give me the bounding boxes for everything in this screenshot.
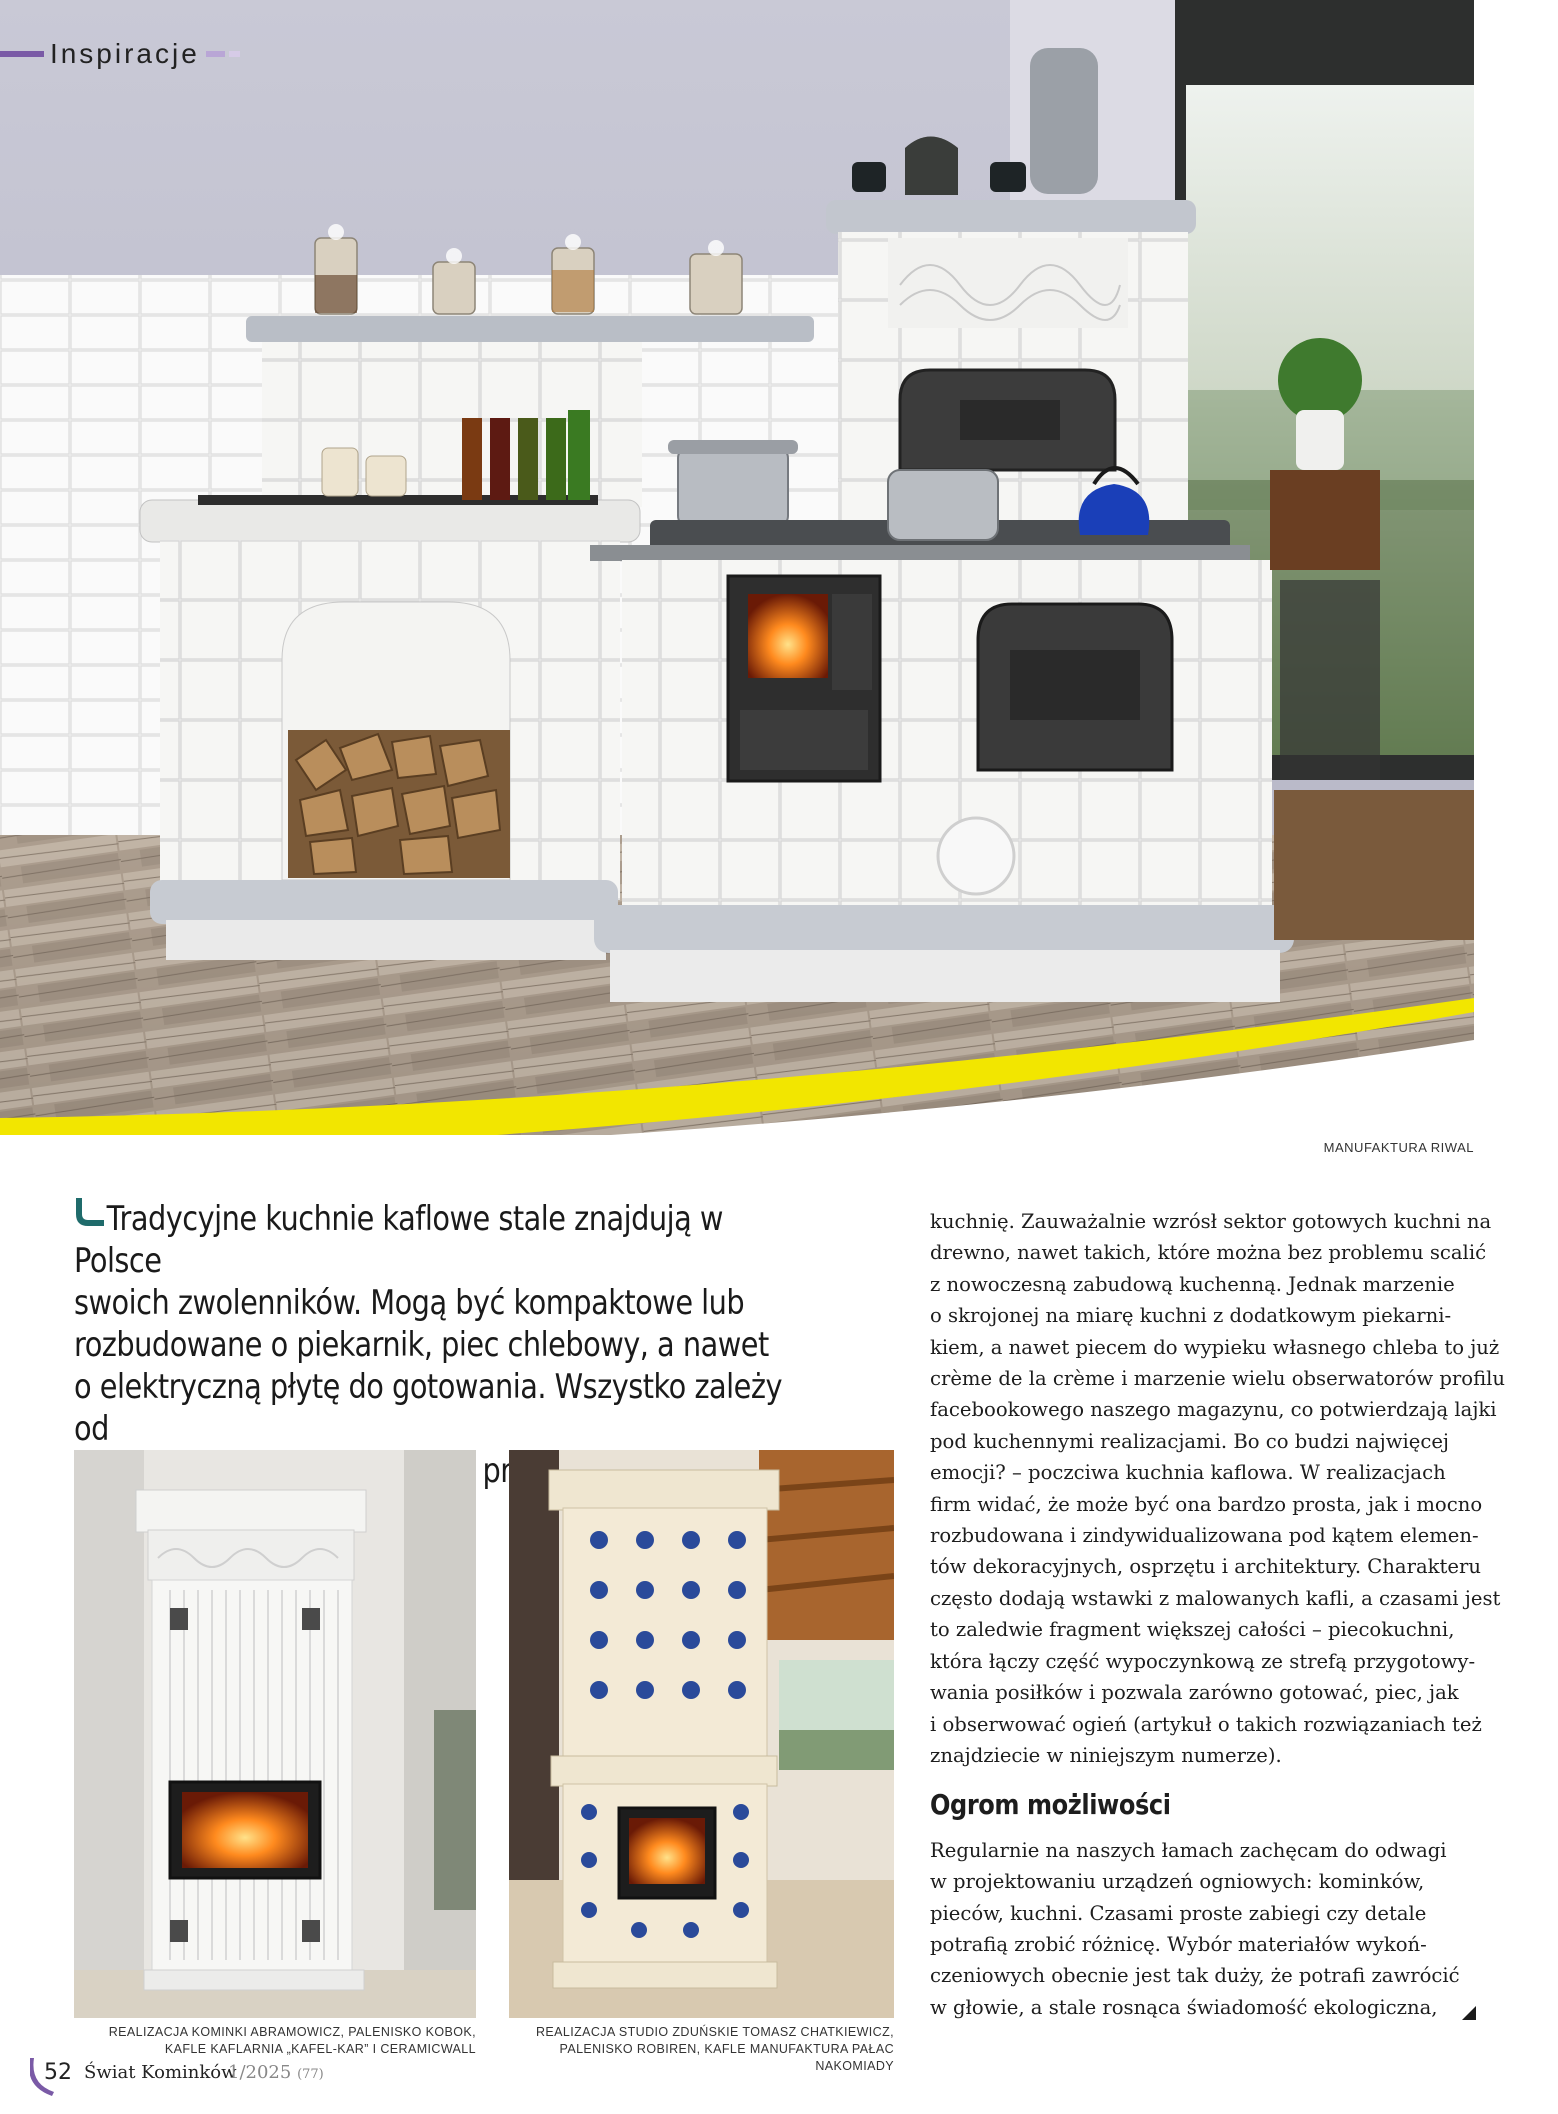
body-line: która łączy część wypoczynkową ze strefą przygotowy- bbox=[930, 1649, 1476, 1673]
body-line: firm widać, że może być ona bardzo prosta, jak i mocno bbox=[930, 1492, 1483, 1516]
body-line: w projektowaniu urządzeń ogniowych: kominków, bbox=[930, 1870, 1425, 1894]
body-line: to zaledwie fragment większej całości – piecokuchni, bbox=[930, 1618, 1455, 1642]
body-line: wania posiłków i pozwala zarówno gotować, piec, jak bbox=[930, 1681, 1459, 1705]
body-line: często dodają wstawki z malowanych kafli, a czasami jest bbox=[930, 1586, 1501, 1610]
body-line: kiem, a nawet piecem do wypieku własnego chleba to już bbox=[930, 1335, 1500, 1359]
photo-caption-1 bbox=[74, 2024, 476, 2058]
body-line: rozbudowana i zindywidualizowana pod kątem elemen- bbox=[930, 1524, 1479, 1548]
section-tag bbox=[0, 36, 240, 72]
continue-arrow-icon bbox=[1462, 2006, 1476, 2020]
body-line: crème de la crème i marzenie wielu obserwatorów profilu bbox=[930, 1367, 1506, 1391]
caption-line: REALIZACJA STUDIO ZDUŃSKIE TOMASZ CHATKIEWICZ, bbox=[535, 2025, 894, 2039]
body-line: z nowoczesną zabudową kuchenną. Jednak marzenie bbox=[930, 1272, 1455, 1296]
body-line: pod kuchennymi realizacjami. Bo co budzi najwięcej bbox=[930, 1429, 1449, 1453]
body-line: pieców, kuchni. Czasami proste zabiegi czy detale bbox=[930, 1901, 1427, 1925]
body-line: facebookowego naszego magazynu, co potwierdzają lajki bbox=[930, 1398, 1497, 1422]
magazine-name: Świat Kominków bbox=[84, 2062, 237, 2083]
section-tag-bar-right-2 bbox=[229, 51, 240, 57]
lead-line: Tradycyjne kuchnie kaflowe stale znajdują w Polsce bbox=[74, 1199, 723, 1280]
page-footer bbox=[30, 2056, 630, 2096]
caption-line: REALIZACJA KOMINKI ABRAMOWICZ, PALENISKO KOBOK, bbox=[108, 2025, 476, 2039]
issue-sequence: (77) bbox=[297, 2067, 324, 2082]
body-line: Regularnie na naszych łamach zachęcam do odwagi bbox=[930, 1838, 1447, 1862]
body-line: potrafią zrobić różnicę. Wybór materiałów wykoń- bbox=[930, 1932, 1427, 1956]
body-line: znajdziecie w niniejszym numerze). bbox=[930, 1743, 1282, 1767]
body-column bbox=[930, 1206, 1506, 2023]
lead-line: o elektryczną płytę do gotowania. Wszystko zależy od bbox=[74, 1367, 783, 1448]
lead-line: rozbudowane o piekarnik, piec chlebowy, a nawet bbox=[74, 1325, 769, 1364]
body-paragraph-2 bbox=[930, 1835, 1475, 2023]
painted-tile-stove-photo bbox=[509, 1450, 894, 2018]
body-line: o skrojonej na miarę kuchni z dodatkowym piekarni- bbox=[930, 1304, 1452, 1328]
body-line: czeniowych obecnie jest tak duży, że potrafi zawrócić bbox=[930, 1964, 1460, 1988]
body-paragraph-1 bbox=[930, 1206, 1506, 1771]
subheading: Ogrom możliwości bbox=[930, 1788, 1171, 1822]
section-tag-bar bbox=[0, 51, 44, 57]
page-number: 52 bbox=[44, 2060, 72, 2085]
section-tag-bar-right bbox=[206, 51, 225, 57]
lead-line: swoich zwolenników. Mogą być kompaktowe lub bbox=[74, 1283, 745, 1322]
section-label: Inspiracje bbox=[49, 38, 200, 69]
issue-number: 1/2025 bbox=[228, 2062, 292, 2083]
hero-photo-credit: MANUFAKTURA RIWAL bbox=[1323, 1140, 1474, 1155]
caption-line: KAFLE KAFLARNIA „KAFEL-KAR” I CERAMICWALL bbox=[164, 2042, 476, 2056]
issue-label bbox=[228, 2062, 324, 2083]
body-line: drewno, nawet takich, które można bez problemu scalić bbox=[930, 1241, 1487, 1265]
body-line: i obserwować ogień (artykuł o takich rozwiązaniach też bbox=[930, 1712, 1482, 1736]
body-line: w głowie, a stale rosnąca świadomość ekologiczna, bbox=[930, 1995, 1438, 2019]
caption-line: PALENISKO ROBIREN, KAFLE MANUFAKTURA PAŁAC NAKOMIADY bbox=[559, 2042, 894, 2073]
lead-paragraph bbox=[74, 1198, 814, 1492]
body-line: emocji? – poczciwa kuchnia kaflowa. W realizacjach bbox=[930, 1461, 1446, 1485]
body-line: tów dekoracyjnych, osprzętu i architektury. Charakteru bbox=[930, 1555, 1481, 1579]
body-line: kuchnię. Zauważalnie wzrósł sektor gotowych kuchni na bbox=[930, 1210, 1492, 1233]
white-tiled-stove-photo bbox=[74, 1450, 476, 2018]
